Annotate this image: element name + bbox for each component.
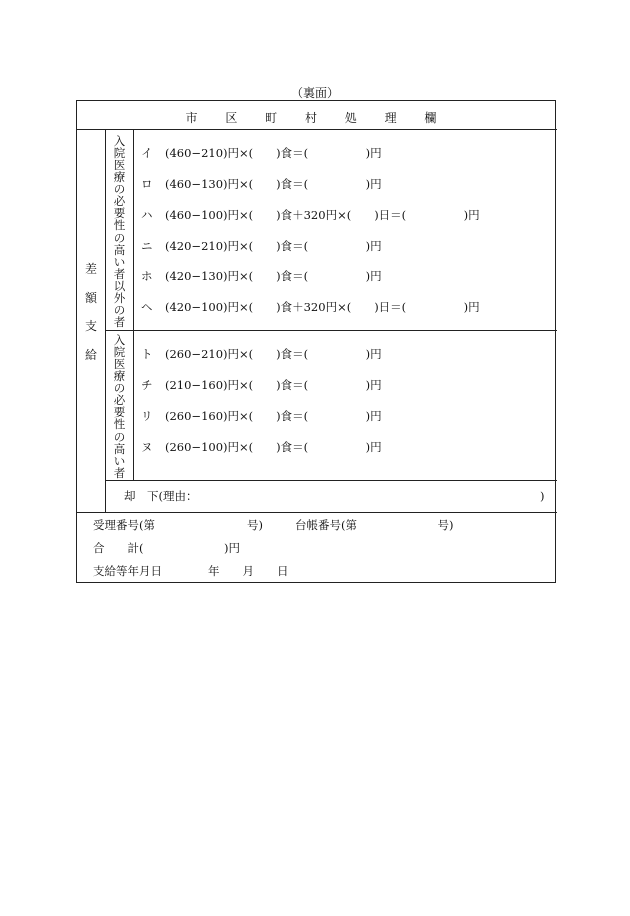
footer-divider [77,512,557,513]
row-ho-formula: (420−130)円×( )食＝( )円 [165,269,382,283]
rejection-close: ) [540,489,545,503]
group-divider [105,330,557,331]
row-ri-formula: (260−160)円×( )食＝( )円 [165,409,382,423]
page-side-label: （裏面） [290,86,339,100]
group2-vertical-label: 入 院 医 療 の 必 要 性 の 高 い 者 [113,333,126,480]
group1-vertical-label: 入 院 医 療 の 必 要 性 の 高 い 者 以 外 の 者 [113,134,126,329]
row-ni-formula: (420−210)円×( )食＝( )円 [165,239,382,253]
row-ro-formula: (460−130)円×( )食＝( )円 [165,177,382,191]
total-amount: 合 計( )円 [93,541,240,555]
row-nu-formula: (260−100)円×( )食＝( )円 [165,440,382,454]
row-chi-kana: チ [141,378,153,392]
difference-payment-label: 差 額 支 給 [84,262,97,362]
row-to-kana: ト [141,347,153,361]
group-label-divider [133,129,134,480]
row-he-formula: (420−100)円×( )食＋320円×( )日＝( )円 [165,300,480,314]
form-title: 市 区 町 村 処 理 欄 [185,111,449,125]
receipt-number: 受理番号(第 号) [93,518,263,532]
row-i-formula: (460−210)円×( )食＝( )円 [165,146,382,160]
row-nu-kana: ヌ [141,440,153,454]
row-ha-formula: (460−100)円×( )食＋320円×( )日＝( )円 [165,208,480,222]
row-ha-kana: ハ [141,208,153,222]
row-ni-kana: ニ [141,239,153,253]
row-ho-kana: ホ [141,269,153,283]
row-chi-formula: (210−160)円×( )食＝( )円 [165,378,382,392]
rejection-divider-top [105,480,557,481]
rejection-label: 却 下(理由： [124,489,198,503]
ledger-number: 台帳番号(第 号) [295,518,454,532]
title-divider [77,129,557,130]
row-ro-kana: ロ [141,177,153,191]
row-i-kana: イ [141,146,153,160]
row-to-formula: (260−210)円×( )食＝( )円 [165,347,382,361]
row-he-kana: ヘ [141,300,153,314]
payment-date: 支給等年月日 年 月 日 [93,564,289,578]
municipal-processing-form [76,100,556,583]
row-ri-kana: リ [141,409,153,423]
